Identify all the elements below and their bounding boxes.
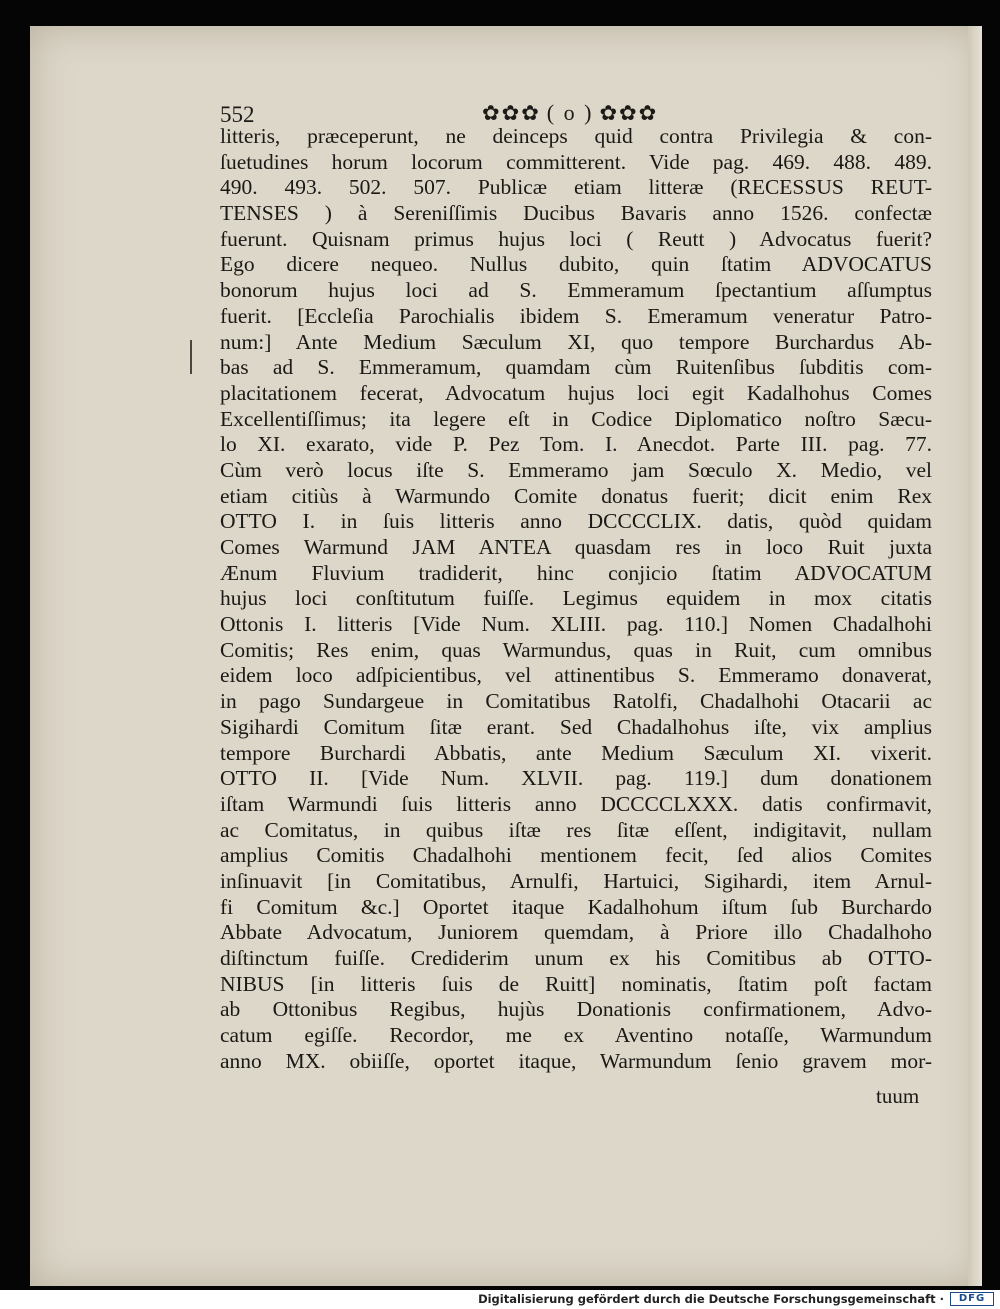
- text-line: Sigihardi Comitum ſitæ erant. Sed Chadalhohus iſte, vix amplius: [220, 714, 932, 739]
- text-line: fuerunt. Quisnam primus hujus loci ( Reutt ) Advocatus fuerit?: [220, 226, 932, 251]
- text-line: tempore Burchardi Abbatis, ante Medium Sæculum XI. vixerit.: [220, 740, 932, 765]
- text-line: catum egiſſe. Recordor, me ex Aventino notaſſe, Warmundum: [220, 1023, 932, 1048]
- dfg-logo: DFG: [950, 1292, 994, 1306]
- text-line: diſtinctum fuiſſe. Crediderim unum ex his Comitibus ab OTTO-: [220, 946, 932, 970]
- text-line: lo XI. exarato, vide P. Pez Tom. I. Anecdot. Parte III. pag. 77.: [220, 432, 932, 457]
- funding-credit: Digitalisierung gefördert durch die Deutsche Forschungsgemeinschaft ·: [478, 1292, 944, 1306]
- text-line: placitationem fecerat, Advocatum hujus loci egit Kadalhohus Comes: [220, 380, 932, 405]
- text-line: Comitis; Res enim, quas Warmundus, quas in Ruit, cum omnibus: [220, 637, 932, 662]
- text-line: num:] Ante Medium Sæculum XI, quo tempore Burchardus Ab-: [220, 329, 932, 354]
- text-line: amplius Comitis Chadalhohi mentionem fecit, ſed alios Comites: [220, 843, 932, 868]
- text-line: OTTO II. [Vide Num. XLVII. pag. 119.] dum donationem: [220, 766, 932, 791]
- text-line: in pago Sundargeue in Comitatibus Ratolfi, Chadalhohi Otacarii ac: [220, 689, 932, 714]
- footer-bar: [0, 1290, 1000, 1309]
- ornament-mid: ( o ): [546, 100, 594, 125]
- text-line: fuerit. [Eccleſia Parochialis ibidem S. Emeramum veneratur Patro-: [220, 303, 932, 328]
- text-line: Ottonis I. litteris [Vide Num. XLIII. pag. 110.] Nomen Chadalhohi: [220, 612, 932, 637]
- page-number: 552: [220, 102, 255, 127]
- text-line: litteris, præceperunt, ne deinceps quid contra Privilegia & con-: [220, 124, 932, 148]
- catchword: tuum: [876, 1084, 920, 1108]
- body-text: [220, 124, 932, 1074]
- text-line: eidem loco adſpicientibus, vel attinentibus S. Emmeramo donaverat,: [220, 663, 932, 688]
- text-line: bonorum hujus loci ad S. Emmeramum ſpectantium aſſumptus: [220, 278, 932, 303]
- text-line: ac Comitatus, in quibus iſtæ res ſitæ eſſent, indigitavit, nullam: [220, 817, 932, 842]
- ornament-left: ✿✿✿: [482, 101, 541, 125]
- text-line: TENSES ) à Sereniſſimis Ducibus Bavaris anno 1526. confectæ: [220, 201, 932, 226]
- text-line: anno MX. obiiſſe, oportet itaque, Warmundum ſenio gravem mor-: [220, 1048, 932, 1073]
- text-line: inſinuavit [in Comitatibus, Arnulfi, Hartuici, Sigihardi, item Arnul-: [220, 868, 932, 893]
- text-line: fi Comitum &c.] Oportet itaque Kadalhohum iſtum ſub Burchardo: [220, 894, 932, 919]
- text-line: OTTO I. in ſuis litteris anno DCCCCLIX. datis, quòd quidam: [220, 509, 932, 534]
- text-line: ſuetudines horum locorum committerent. Vide pag. 469. 488. 489.: [220, 149, 932, 174]
- text-line: hujus loci conſtitutum fuiſſe. Legimus equidem in mox citatis: [220, 586, 932, 611]
- text-line: etiam citiùs à Warmundo Comite donatus fuerit; dicit enim Rex: [220, 483, 932, 508]
- page-edge: [968, 26, 982, 1286]
- text-line: NIBUS [in litteris ſuis de Ruitt] nominatis, ſtatim poſt factam: [220, 971, 932, 996]
- ornament-right: ✿✿✿: [599, 101, 659, 125]
- text-line: iſtam Warmundi ſuis litteris anno DCCCCLXXX. datis confirmavit,: [220, 791, 932, 816]
- text-line: Ego dicere nequeo. Nullus dubito, quin ſtatim ADVOCATUS: [220, 252, 932, 277]
- text-line: Ænum Fluvium tradiderit, hinc conjicio ſtatim ADVOCATUM: [220, 560, 932, 585]
- text-line: 490. 493. 502. 507. Publicæ etiam litteræ (RECESSUS REUT-: [220, 175, 932, 200]
- text-line: Cùm verò locus iſte S. Emmeramo jam Sœculo X. Medio, vel: [220, 457, 932, 482]
- margin-mark: [190, 340, 192, 374]
- text-line: Comes Warmund JAM ANTEA quasdam res in loco Ruit juxta: [220, 535, 932, 559]
- text-line: Abbate Advocatum, Juniorem quemdam, à Priore illo Chadalhoho: [220, 920, 932, 945]
- header-ornament: [482, 100, 658, 126]
- text-line: bas ad S. Emmeramum, quamdam cùm Ruitenſibus ſubditis com-: [220, 355, 932, 380]
- text-line: ab Ottonibus Regibus, hujùs Donationis confirmationem, Advo-: [220, 997, 932, 1022]
- text-line: Excellentiſſimus; ita legere eſt in Codice Diplomatico noſtro Sæcu-: [220, 406, 932, 431]
